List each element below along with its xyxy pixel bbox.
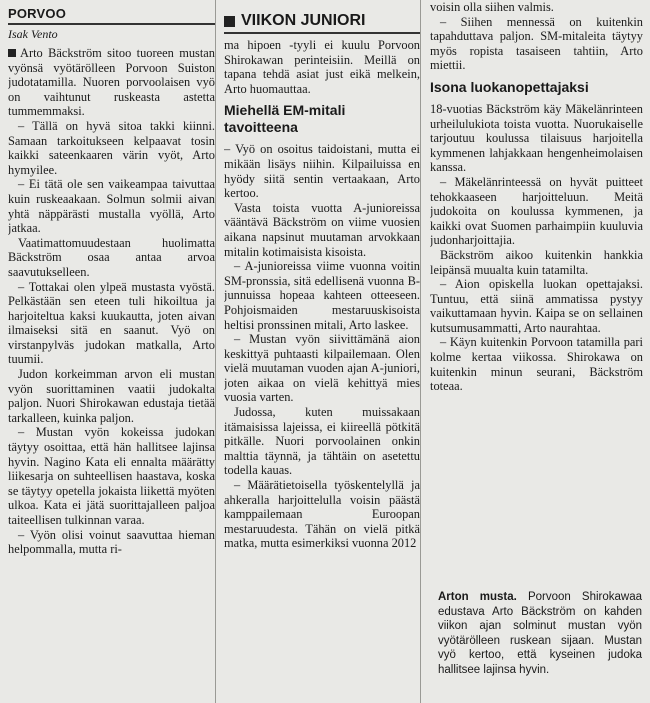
- paragraph: – Mustan vyön siivittämänä aion keskittyä puhtaasti kilpailemaan. Olen vielä muutaman vuoden ajan A-juniori, joten aikaa on vielä kehittyä mies vuosia varten.: [224, 332, 420, 405]
- paragraph: – Tottakai olen ylpeä mustasta vyöstä. Pelkästään sen eteen tuli hikoiltua ja harjoiteltua kaksi kuukautta, joten aivan ilmaiseksi sitä en saanut. Vyö on virstanpylväs judokan matkalla, Arto tuumii.: [8, 279, 215, 367]
- paragraph: Judossa, kuten muissakaan itämaisissa lajeissa, ei kiireellä pötkitä pitkälle. Nuori porvoolainen onkin malttia täynnä, ja tähtäin on asetettu todella kauas.: [224, 405, 420, 478]
- byline: Isak Vento: [8, 27, 58, 41]
- column-heading: [224, 12, 420, 34]
- paragraph: – Määrätietoisella työskentelyllä ja ahkeralla harjoittelulla voisin päästä kamppailemaan Euroopan mestaruudesta. Tähän on vielä pitkä matka, mutta esimerkiksi vuonna 2012: [224, 478, 420, 551]
- paragraph: Vasta toista vuotta A-junioreissa vääntävä Bäckström on viime vuosien aikana napsinut muutaman arvokkaan mitalin kotimaisista kisoista.: [224, 200, 420, 259]
- subheading: Isona luokanopettajaksi: [430, 78, 589, 95]
- paragraph: – Tällä on hyvä sitoa takki kiinni. Samaan tarkoitukseen kelpaavat tosin kaikki sateenkaaren värin vyöt, Arto hymyilee.: [8, 118, 215, 177]
- paragraph: – Mäkelänrinteessä on hyvät puitteet tehokkaaseen harjoitteluun. Meitä judokoita on koulussa kymmenen, ja kaikki ovat Suomen parhaimpiin kuuluvia judonharjoittajia.: [430, 174, 643, 248]
- paragraph: 18-vuotias Bäckström käy Mäkelänrinteen urheilulukiota toista vuotta. Nuorukaiselle tarjoutuu koulussa tilaisuus harjoitella kymmenen lahjakkaan hengenheimolaisen kanssa.: [430, 101, 643, 175]
- article-column-1: [8, 0, 216, 703]
- paragraph: – Siihen mennessä on kuitenkin tapahduttava paljon. SM-mitaleita täytyy myös ropista tasaiseen tahtiin, Arto miettii.: [430, 14, 643, 73]
- section-label: PORVOO: [8, 0, 215, 25]
- paragraph: Judon korkeimman arvon eli mustan vyön suorittaminen vaatii judokalta paljon. Nuori Shirokawan edustaja tietää tarkalleen, kuinka paljon.: [8, 367, 215, 425]
- article-column-3: [430, 0, 643, 582]
- paragraph: voisin olla siihen valmis.: [430, 0, 554, 14]
- article-column-2: [224, 0, 421, 703]
- paragraph: – Ei tätä ole sen vaikeampaa taivuttaa kuin ruskeaakaan. Solmun solmii aivan yhtä näppärästi mustalla vyöllä, Arto jatkaa.: [8, 177, 215, 236]
- paragraph: – A-junioreissa viime vuonna voitin SM-pronssia, sitä edellisenä vuonna B-junnuissa hopeaa kahteen otteeseen. Pohjoismaiden mestaruuskisoista heltisi pronssinen mitali, Arto laskee.: [224, 259, 420, 332]
- column-heading-text: VIIKON JUNIORI: [241, 12, 366, 29]
- lead-paragraph-text: Arto Bäckström sitoo tuoreen mustan vyönsä vyötärölleen Porvoon Suiston judotatamilla. Nuoren porvoolaisen vyö on vaihtunut ruskeasta astetta tummemmaksi.: [8, 46, 215, 119]
- lead-paragraph: [8, 46, 215, 119]
- paragraph: – Käyn kuitenkin Porvoon tatamilla pari kolme kertaa viikossa. Shirokawa on kuitenkin minun seurani, Bäckström toteaa.: [430, 335, 643, 394]
- caption-lead: Arton musta.: [438, 591, 517, 603]
- paragraph: – Vyö on osoitus taidoistani, mutta ei mikään lisäys niihin. Kilpailuissa en hyödy siitä sentin vertaakaan, Arto kertoo.: [224, 142, 420, 201]
- paragraph: ma hipoen -tyyli ei kuulu Porvoon Shirokawan perinteisiin. Meillä on tapana tehdä asiat just eikä melkein, Arto huomauttaa.: [224, 38, 420, 96]
- square-bullet-icon: [224, 16, 235, 27]
- lead-marker-icon: [8, 49, 16, 57]
- subheading: Miehellä EM-mitali tavoitteena: [224, 102, 346, 136]
- caption-text: Porvoon Shirokawaa edustava Arto Bäckström on kahden viikon ajan solminut mustan vyön vyötärölleen ruskean sijaan. Mustan vyö kertoo, että kyseinen judoka hallitsee lajinsa hyvin.: [438, 591, 643, 676]
- paragraph: – Vyön olisi voinut saavuttaa hieman helpommalla, mutta ri-: [8, 527, 215, 557]
- paragraph: – Aion opiskella luokan opettajaksi. Tuntuu, että siinä ammatissa pystyy vaikuttamaan hyvin. Kaipa se on sellainen kutsumusammatti, Arto naurahtaa.: [430, 277, 643, 335]
- paragraph: Vaatimattomuudestaan huolimatta Bäckström osaa antaa arvoa saavutukselleen.: [8, 235, 215, 279]
- paragraph: – Mustan vyön kokeissa judokan täytyy osoittaa, että hän hallitsee lajinsa hyvin. Nagino Kata eli ennalta määrätty liikesarja on suhteellisen haastava, koska se täytyy opetella jokaista liikettä myöten ulkoa. Kata ei jätä suorittajalleen paljoa taiteellisen tulkinnan varaa.: [8, 425, 215, 527]
- paragraph: Bäckström aikoo kuitenkin hankkia leipänsä muualta kuin tatamilta.: [430, 247, 643, 277]
- photo-caption: [438, 590, 642, 677]
